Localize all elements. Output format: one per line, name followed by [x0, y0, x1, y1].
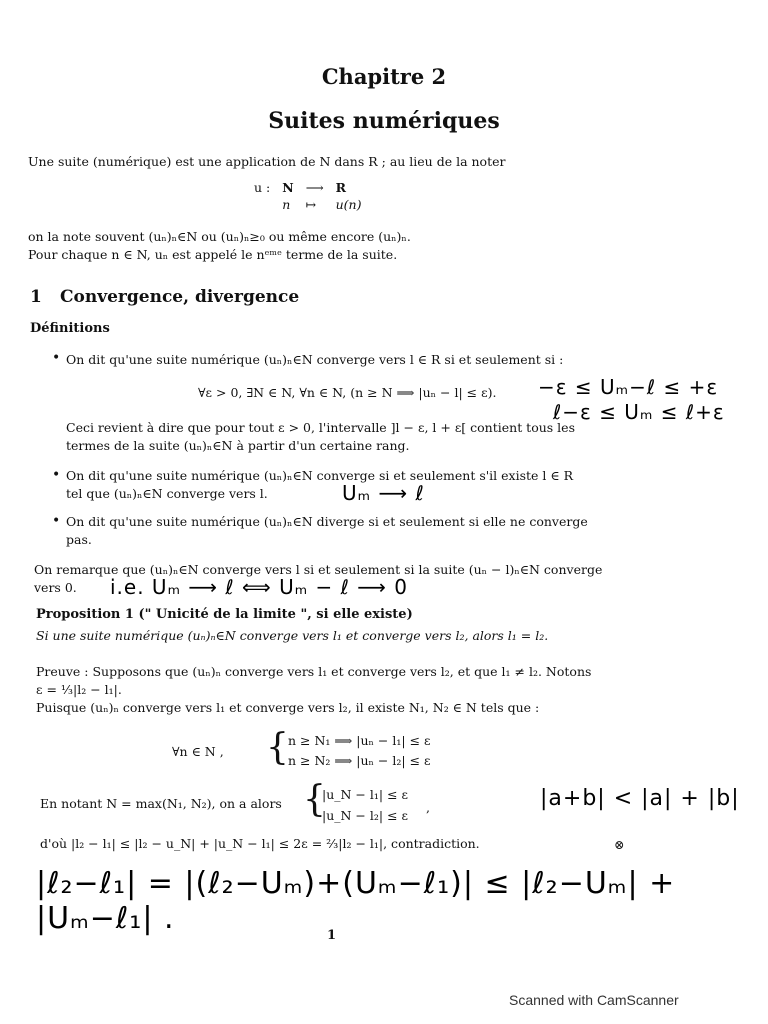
scanner-watermark: Scanned with CamScanner: [509, 992, 679, 1008]
section-title: Convergence, divergence: [60, 287, 300, 307]
proof-forall: ∀n ∈ N ,: [172, 744, 224, 759]
def1-text: On dit qu'une suite numérique (uₙ)ₙ∈N converge vers l ∈ R si et seulement si :: [66, 352, 564, 367]
map-cell: [248, 196, 276, 213]
handwritten-note: Uₘ ⟶ ℓ: [342, 481, 425, 505]
proof-comma: ,: [426, 800, 430, 815]
intro-line-1: Une suite (numérique) est une application de N dans R ; au lieu de la noter: [28, 154, 506, 169]
proof-conclusion: d'où |l₂ − l₁| ≤ |l₂ − u_N| + |u_N − l₁| ≤ 2ε = ⅔|l₂ − l₁|, contradiction.: [40, 836, 480, 851]
definitions-label: Définitions: [30, 321, 110, 336]
remark-line-1: On remarque que (uₙ)ₙ∈N converge vers l si et seulement si la suite (uₙ − l)ₙ∈N converge: [34, 562, 603, 577]
map-cell: ↦: [305, 197, 317, 212]
def3-line-2: pas.: [66, 532, 92, 547]
def1-formula: ∀ε > 0, ∃N ∈ N, ∀n ∈ N, (n ≥ N ⟹ |uₙ − l| ≤ ε).: [198, 385, 497, 400]
bullet-icon: •: [52, 513, 61, 529]
def3-line-1: On dit qu'une suite numérique (uₙ)ₙ∈N diverge si et seulement si elle ne converge: [66, 514, 588, 529]
proof-line-2: ε = ⅓|l₂ − l₁|.: [36, 682, 122, 697]
def2-line-2: tel que (uₙ)ₙ∈N converge vers l.: [66, 486, 268, 501]
proof-notant: En notant N = max(N₁, N₂), on a alors: [40, 796, 282, 811]
handwritten-note: ℓ−ε ≤ Uₘ ≤ ℓ+ε: [553, 400, 725, 424]
map-cell: ⟶: [305, 180, 324, 195]
handwritten-note: |ℓ₂−ℓ₁| = |(ℓ₂−Uₘ)+(Uₘ−ℓ₁)| ≤ |ℓ₂−Uₘ| + |Uₘ−ℓ₁| .: [36, 866, 676, 936]
proof-case-1: n ≥ N₁ ⟹ |uₙ − l₁| ≤ ε: [288, 733, 431, 748]
chapter-title: Suites numériques: [268, 108, 500, 134]
bullet-icon: •: [52, 467, 61, 483]
proof-case-2: n ≥ N₂ ⟹ |uₙ − l₂| ≤ ε: [288, 753, 431, 768]
intro-line-3: Pour chaque n ∈ N, uₙ est appelé le nᵉᵐᵉ terme de la suite.: [28, 247, 398, 262]
page-number: 1: [327, 928, 337, 943]
proposition-title: Proposition 1 (" Unicité de la limite ", si elle existe): [36, 607, 413, 622]
bullet-icon: •: [52, 350, 61, 366]
proof-line-3: Puisque (uₙ)ₙ converge vers l₁ et converge vers l₂, il existe N₁, N₂ ∈ N tels que :: [36, 700, 540, 715]
chapter-heading: Chapitre 2: [321, 64, 447, 89]
intro-line-2: on la note souvent (uₙ)ₙ∈N ou (uₙ)ₙ≥₀ ou même encore (uₙ)ₙ.: [28, 229, 411, 244]
proof-case-3: |u_N − l₁| ≤ ε: [322, 787, 408, 802]
remark-line-2: vers 0.: [34, 580, 77, 595]
end-of-proof-icon: ⊗: [614, 837, 625, 852]
def1-note-1: Ceci revient à dire que pour tout ε > 0, l'intervalle ]l − ε, l + ε[ contient tous les: [66, 420, 575, 435]
map-cell: n: [282, 197, 291, 212]
proposition-statement: Si une suite numérique (uₙ)ₙ∈N converge vers l₁ et converge vers l₂, alors l₁ = l₂.: [36, 628, 549, 643]
def2-line-1: On dit qu'une suite numérique (uₙ)ₙ∈N converge si et seulement s'il existe l ∈ R: [66, 468, 574, 483]
map-cell: u(n): [335, 197, 362, 212]
map-cell: u :: [254, 180, 271, 195]
handwritten-note: −ε ≤ Uₘ−ℓ ≤ +ε: [538, 375, 719, 399]
mapping-table: [248, 179, 367, 213]
left-brace: {: [303, 779, 326, 820]
handwritten-note: i.e. Uₘ ⟶ ℓ ⟺ Uₘ − ℓ ⟶ 0: [110, 575, 409, 599]
left-brace: {: [266, 727, 289, 768]
handwritten-note: |a+b| < |a| + |b|: [540, 786, 740, 811]
map-cell: R: [335, 180, 346, 195]
proof-case-4: |u_N − l₂| ≤ ε: [322, 808, 408, 823]
def1-note-2: termes de la suite (uₙ)ₙ∈N à partir d'un certaine rang.: [66, 438, 410, 453]
section-number: 1: [30, 287, 42, 307]
map-cell: N: [282, 180, 294, 195]
proof-line-1: Preuve : Supposons que (uₙ)ₙ converge vers l₁ et converge vers l₂, et que l₁ ≠ l₂. Notons: [36, 664, 592, 679]
